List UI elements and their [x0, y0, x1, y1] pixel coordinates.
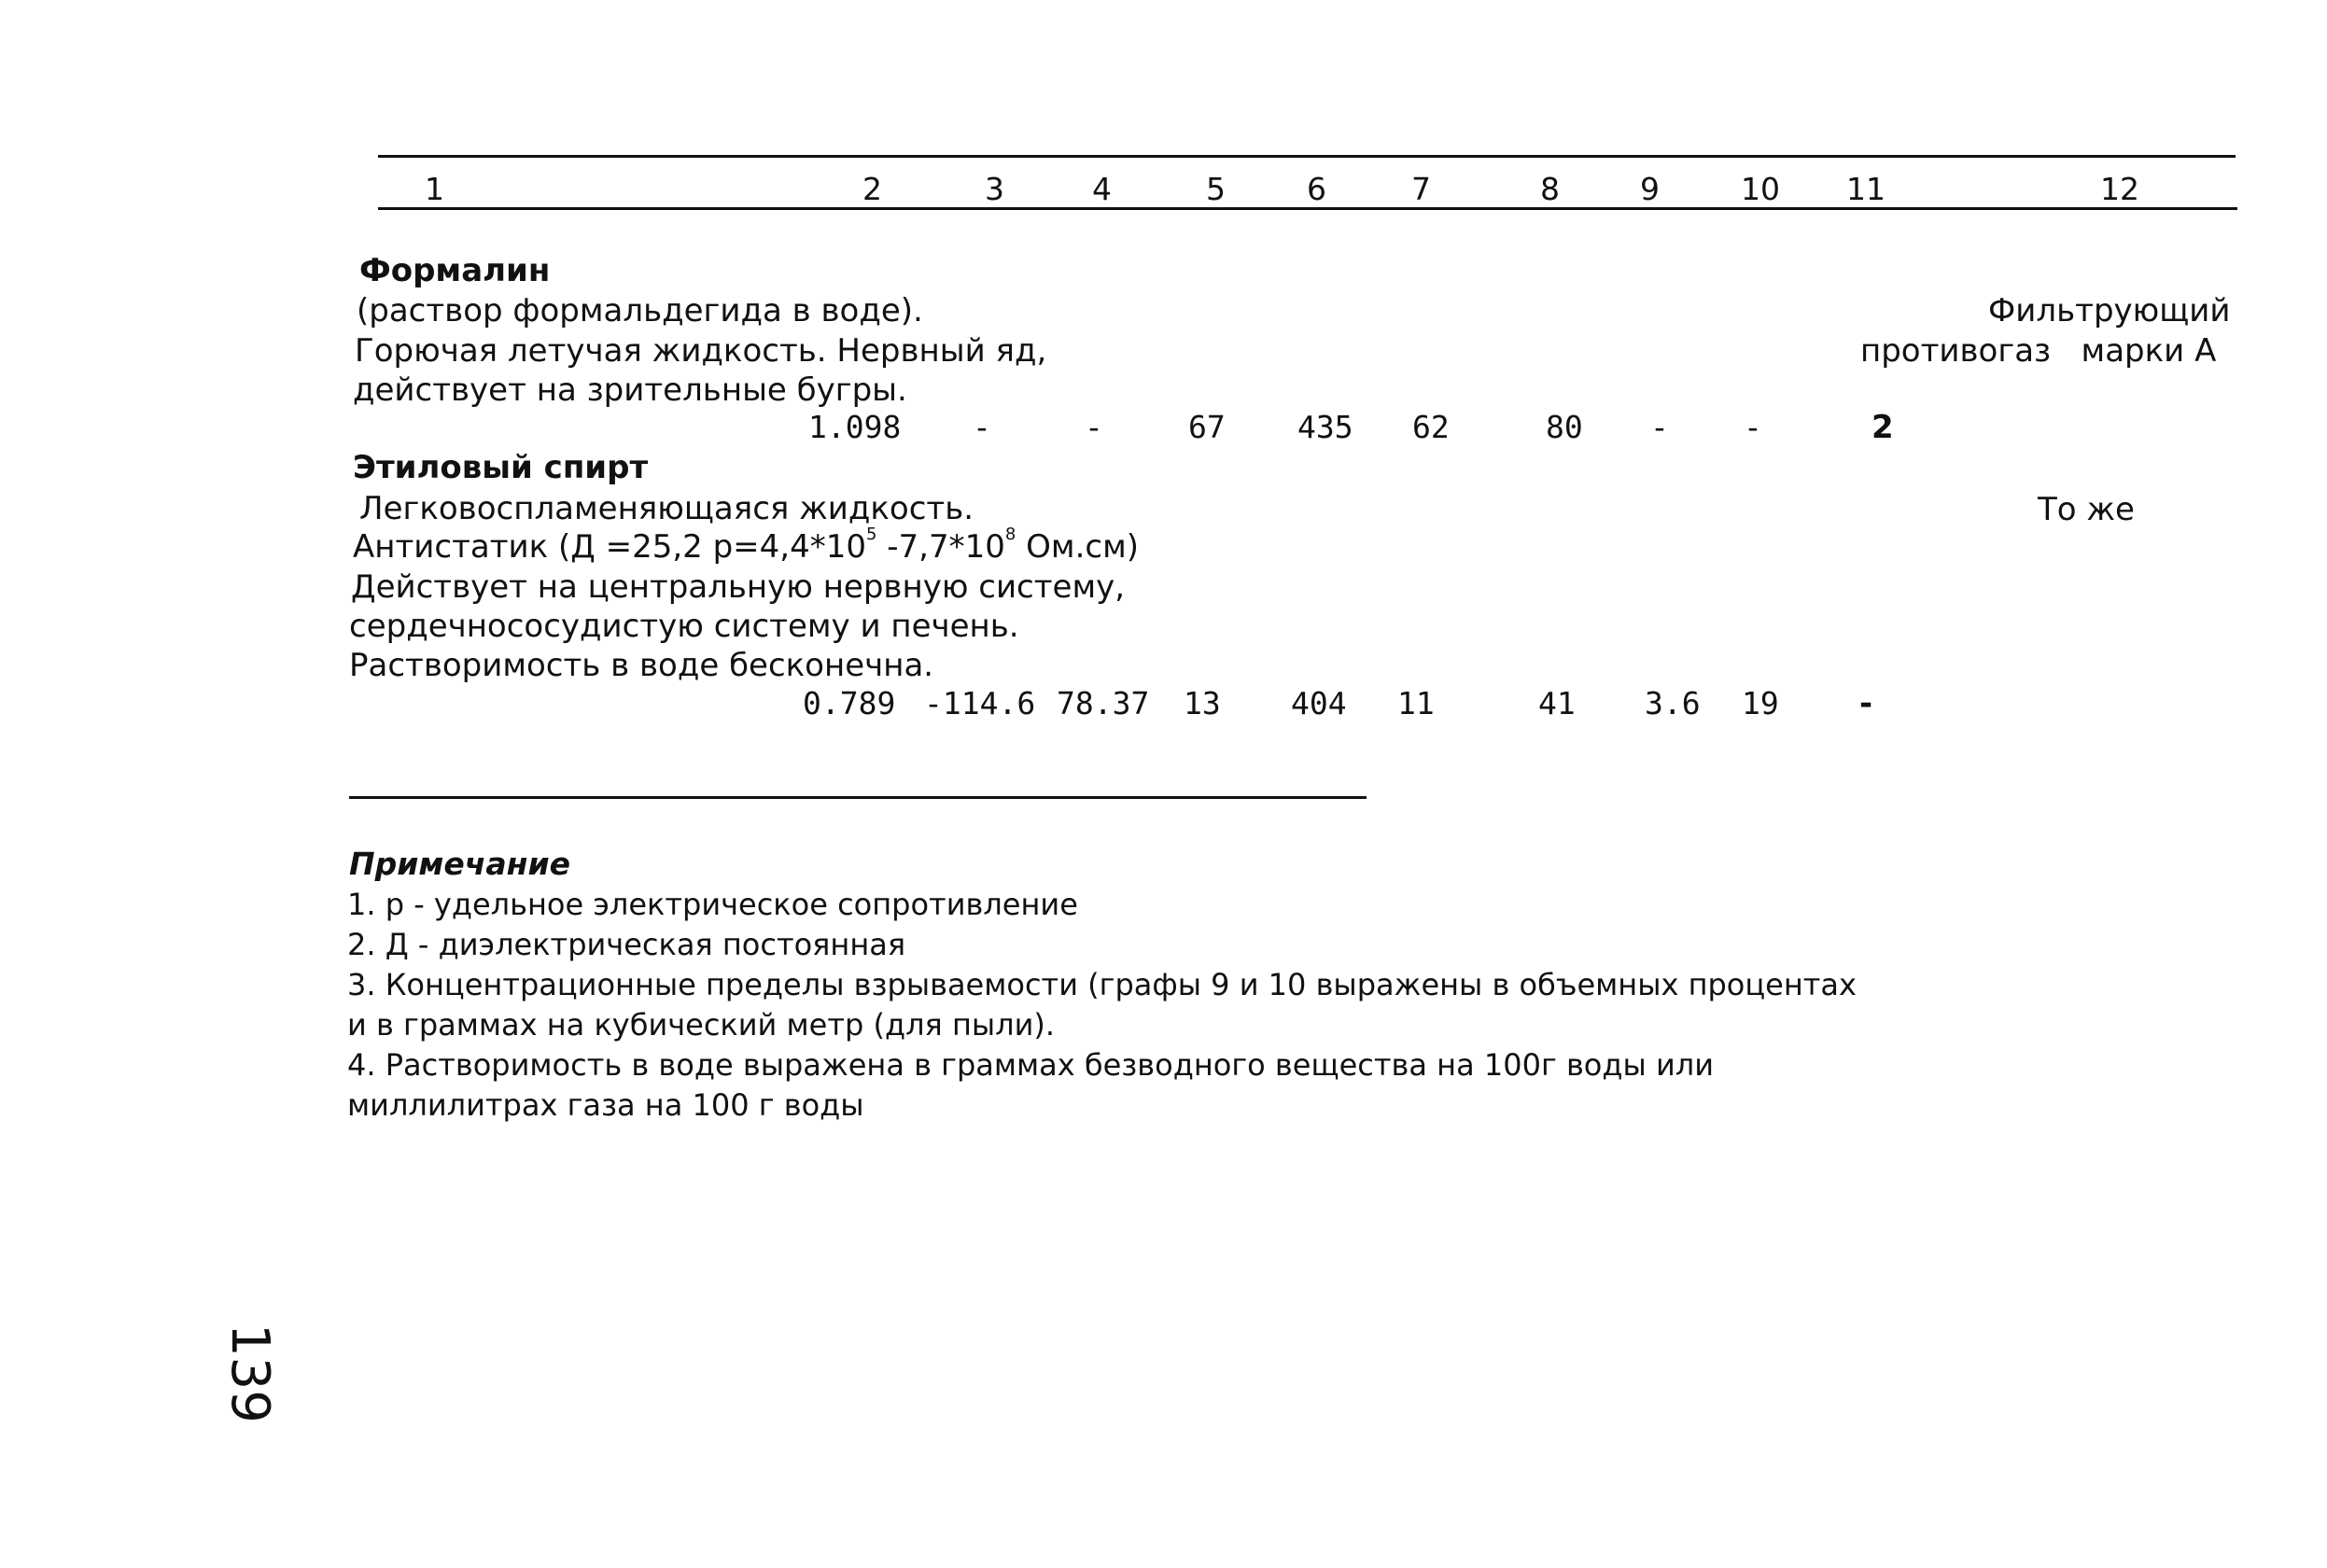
- antistatic-exponent: 5: [866, 525, 877, 544]
- protection-text: Фильтрующий: [1988, 292, 2231, 329]
- value-col10: 19: [1742, 685, 1779, 721]
- antistatic-text: Ом.см): [1016, 528, 1139, 566]
- note-item: 2. Д - диэлектрическая постоянная: [347, 927, 906, 962]
- value-density: 1.098: [808, 409, 902, 445]
- antistatic-text: -7,7*10: [876, 528, 1005, 566]
- value-col5: 67: [1188, 409, 1226, 445]
- col-header-3: 3: [985, 171, 1004, 207]
- col-header-7: 7: [1411, 171, 1431, 207]
- page-number: 139: [219, 1323, 280, 1423]
- value-col3: -: [973, 409, 991, 445]
- value-col5: 13: [1184, 685, 1221, 721]
- col-header-11: 11: [1846, 171, 1885, 207]
- value-col9: 3.6: [1645, 685, 1701, 721]
- note-item: и в граммах на кубический метр (для пыли).: [347, 1007, 1056, 1043]
- col-header-10: 10: [1741, 171, 1780, 207]
- entry-description-line: сердечнососудистую систему и печень.: [349, 608, 1019, 645]
- header-top-rule: [378, 155, 2236, 158]
- note-item: 1. р - удельное электрическое сопротивление: [347, 887, 1078, 922]
- col-header-8: 8: [1540, 171, 1560, 207]
- entry-name: Формалин: [359, 252, 551, 289]
- value-col6: 404: [1291, 685, 1347, 721]
- note-item: миллилитрах газа на 100 г воды: [347, 1087, 864, 1123]
- entry-description-line: Легковоспламеняющаяся жидкость.: [359, 490, 974, 527]
- value-col8: 41: [1538, 685, 1576, 721]
- notes-separator: [349, 796, 1367, 799]
- entry-description-line: действует на зрительные бугры.: [353, 371, 907, 409]
- antistatic-text: Антистатик (Д =25,2 р=4,4*10: [353, 528, 867, 566]
- value-col4: -: [1085, 409, 1103, 445]
- col-header-2: 2: [862, 171, 882, 207]
- protection-text: противогаз марки А: [1860, 332, 2217, 370]
- protection-text: То же: [2038, 491, 2135, 528]
- value-col8: 80: [1546, 409, 1583, 445]
- value-density: 0.789: [803, 685, 896, 721]
- notes-title: Примечание: [349, 846, 570, 882]
- col-header-5: 5: [1206, 171, 1226, 207]
- value-col4: 78.37: [1057, 685, 1150, 721]
- col-header-12: 12: [2100, 171, 2139, 207]
- value-col7: 11: [1397, 685, 1435, 721]
- antistatic-exponent: 8: [1004, 525, 1016, 544]
- value-col7: 62: [1412, 409, 1450, 445]
- entry-description-line: (раствор формальдегида в воде).: [357, 292, 923, 329]
- note-item: 4. Растворимость в воде выражена в граммах безводного вещества на 100г воды или: [347, 1047, 1714, 1083]
- entry-description-line: [353, 525, 1139, 566]
- value-col3: -114.6: [924, 685, 1036, 721]
- value-col11: 2: [1871, 409, 1894, 446]
- value-col6: 435: [1297, 409, 1353, 445]
- col-header-1: 1: [425, 171, 444, 207]
- value-col10: -: [1744, 409, 1762, 445]
- entry-description-line: Действует на центральную нервную систему,: [351, 568, 1126, 606]
- note-item: 3. Концентрационные пределы взрываемости (графы 9 и 10 выражены в объемных процентах: [347, 967, 1857, 1002]
- value-col11: -: [1859, 685, 1873, 722]
- header-bottom-rule: [378, 207, 2237, 210]
- col-header-4: 4: [1092, 171, 1112, 207]
- col-header-9: 9: [1640, 171, 1660, 207]
- entry-name: Этиловый спирт: [353, 449, 649, 486]
- value-col9: -: [1650, 409, 1669, 445]
- entry-description-line: Растворимость в воде бесконечна.: [349, 647, 934, 684]
- col-header-6: 6: [1307, 171, 1326, 207]
- entry-description-line: Горючая летучая жидкость. Нервный яд,: [355, 332, 1047, 370]
